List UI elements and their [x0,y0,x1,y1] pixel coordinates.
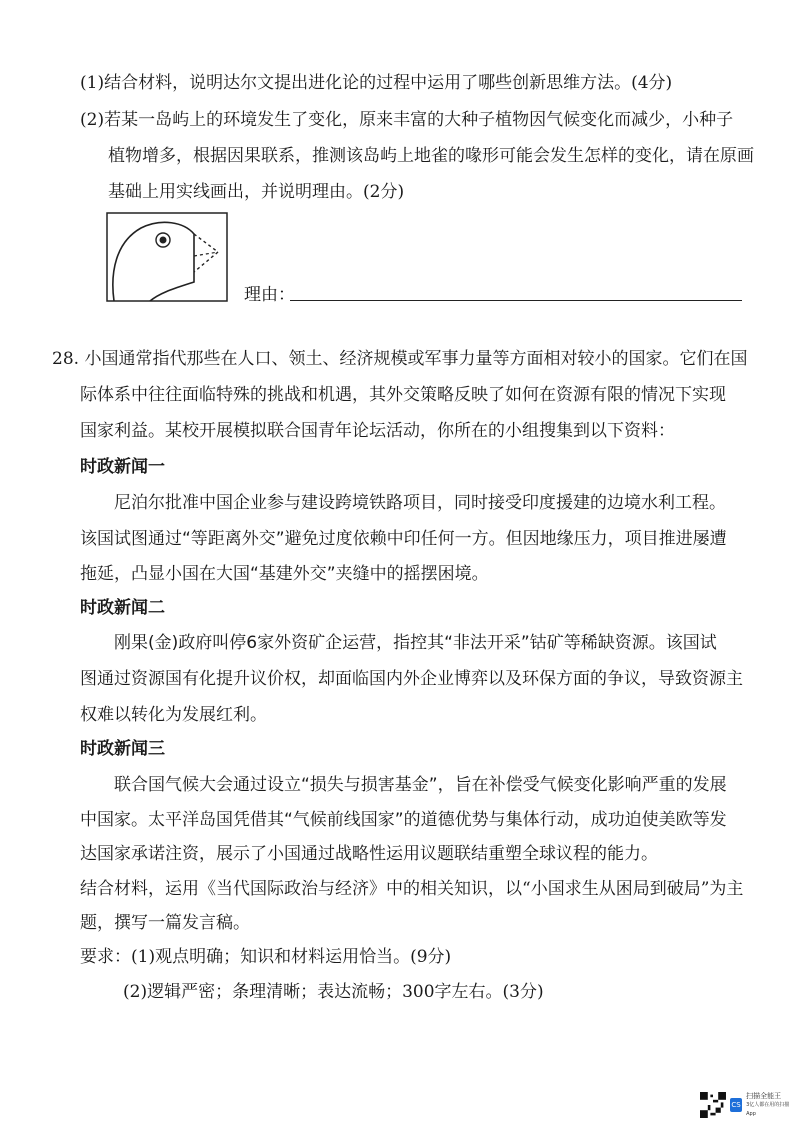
news3-title: 时政新闻三 [80,739,165,759]
scanner-badge [700,1086,792,1124]
q28-line1: 28. 小国通常指代那些在人口、领土、经济规模或军事力量等方面相对较小的国家。它们在国 [52,349,748,369]
news2-title: 时政新闻二 [80,598,165,618]
camscanner-logo-icon: CS [730,1098,742,1112]
q27-part2-line3: 基础上用实线画出，并说明理由。(2分) [108,182,405,202]
news3-line1: 联合国气候大会通过设立“损失与损害基金”，旨在补偿受气候变化影响严重的发展 [114,775,727,795]
q27-part2-line2: 植物增多，根据因果联系，推测该岛屿上地雀的喙形可能会发生怎样的变化，请在原画 [108,146,754,166]
requirement-line1: 要求：(1)观点明确；知识和材料运用恰当。(9分) [80,947,452,967]
reason-answer-line[interactable] [290,300,742,301]
badge-app-sub: 3亿人都在用的扫描App [746,1101,790,1117]
news1-line1: 尼泊尔批准中国企业参与建设跨境铁路项目，同时接受印度援建的边境水利工程。 [114,493,726,513]
q28-line2: 际体系中往往面临特殊的挑战和机遇，其外交策略反映了如何在资源有限的情况下实现 [80,385,726,405]
news2-line1: 刚果(金)政府叫停6家外资矿企运营，指控其“非法开采”钴矿等稀缺资源。该国试 [114,633,717,653]
qr-code-icon [700,1090,726,1120]
finch-head-figure [106,212,228,302]
news1-title: 时政新闻一 [80,457,165,477]
reason-label: 理由： [244,285,295,305]
news1-line2: 该国试图通过“等距离外交”避免过度依赖中印任何一方。但因地缘压力，项目推进屡遭 [80,529,727,549]
q28-line3: 国家利益。某校开展模拟联合国青年论坛活动，你所在的小组搜集到以下资料： [80,421,675,441]
news2-line3: 权难以转化为发展红利。 [80,705,267,725]
news1-line3: 拖延，凸显小国在大国“基建外交”夹缝中的摇摆困境。 [80,564,489,584]
news2-line2: 图通过资源国有化提升议价权，却面临国内外企业博弈以及环保方面的争议，导致资源主 [80,669,743,689]
requirement-line2: (2)逻辑严密；条理清晰；表达流畅；300字左右。(3分) [123,982,544,1002]
q27-part1: (1)结合材料，说明达尔文提出进化论的过程中运用了哪些创新思维方法。(4分) [80,73,673,93]
news3-line2: 中国家。太平洋岛国凭借其“气候前线国家”的道德优势与集体行动，成功迫使美欧等发 [80,810,727,830]
q27-part2-line1: (2)若某一岛屿上的环境发生了变化，原来丰富的大种子植物因气候变化而减少，小种子 [80,110,734,130]
news3-line3: 达国家承诺注资，展示了小国通过战略性运用议题联结重塑全球议程的能力。 [80,844,658,864]
task-line2: 题，撰写一篇发言稿。 [80,913,250,933]
badge-app-name: 扫描全能王 [746,1091,782,1100]
task-line1: 结合材料，运用《当代国际政治与经济》中的相关知识，以“小国求生从困局到破局”为主 [80,879,744,899]
